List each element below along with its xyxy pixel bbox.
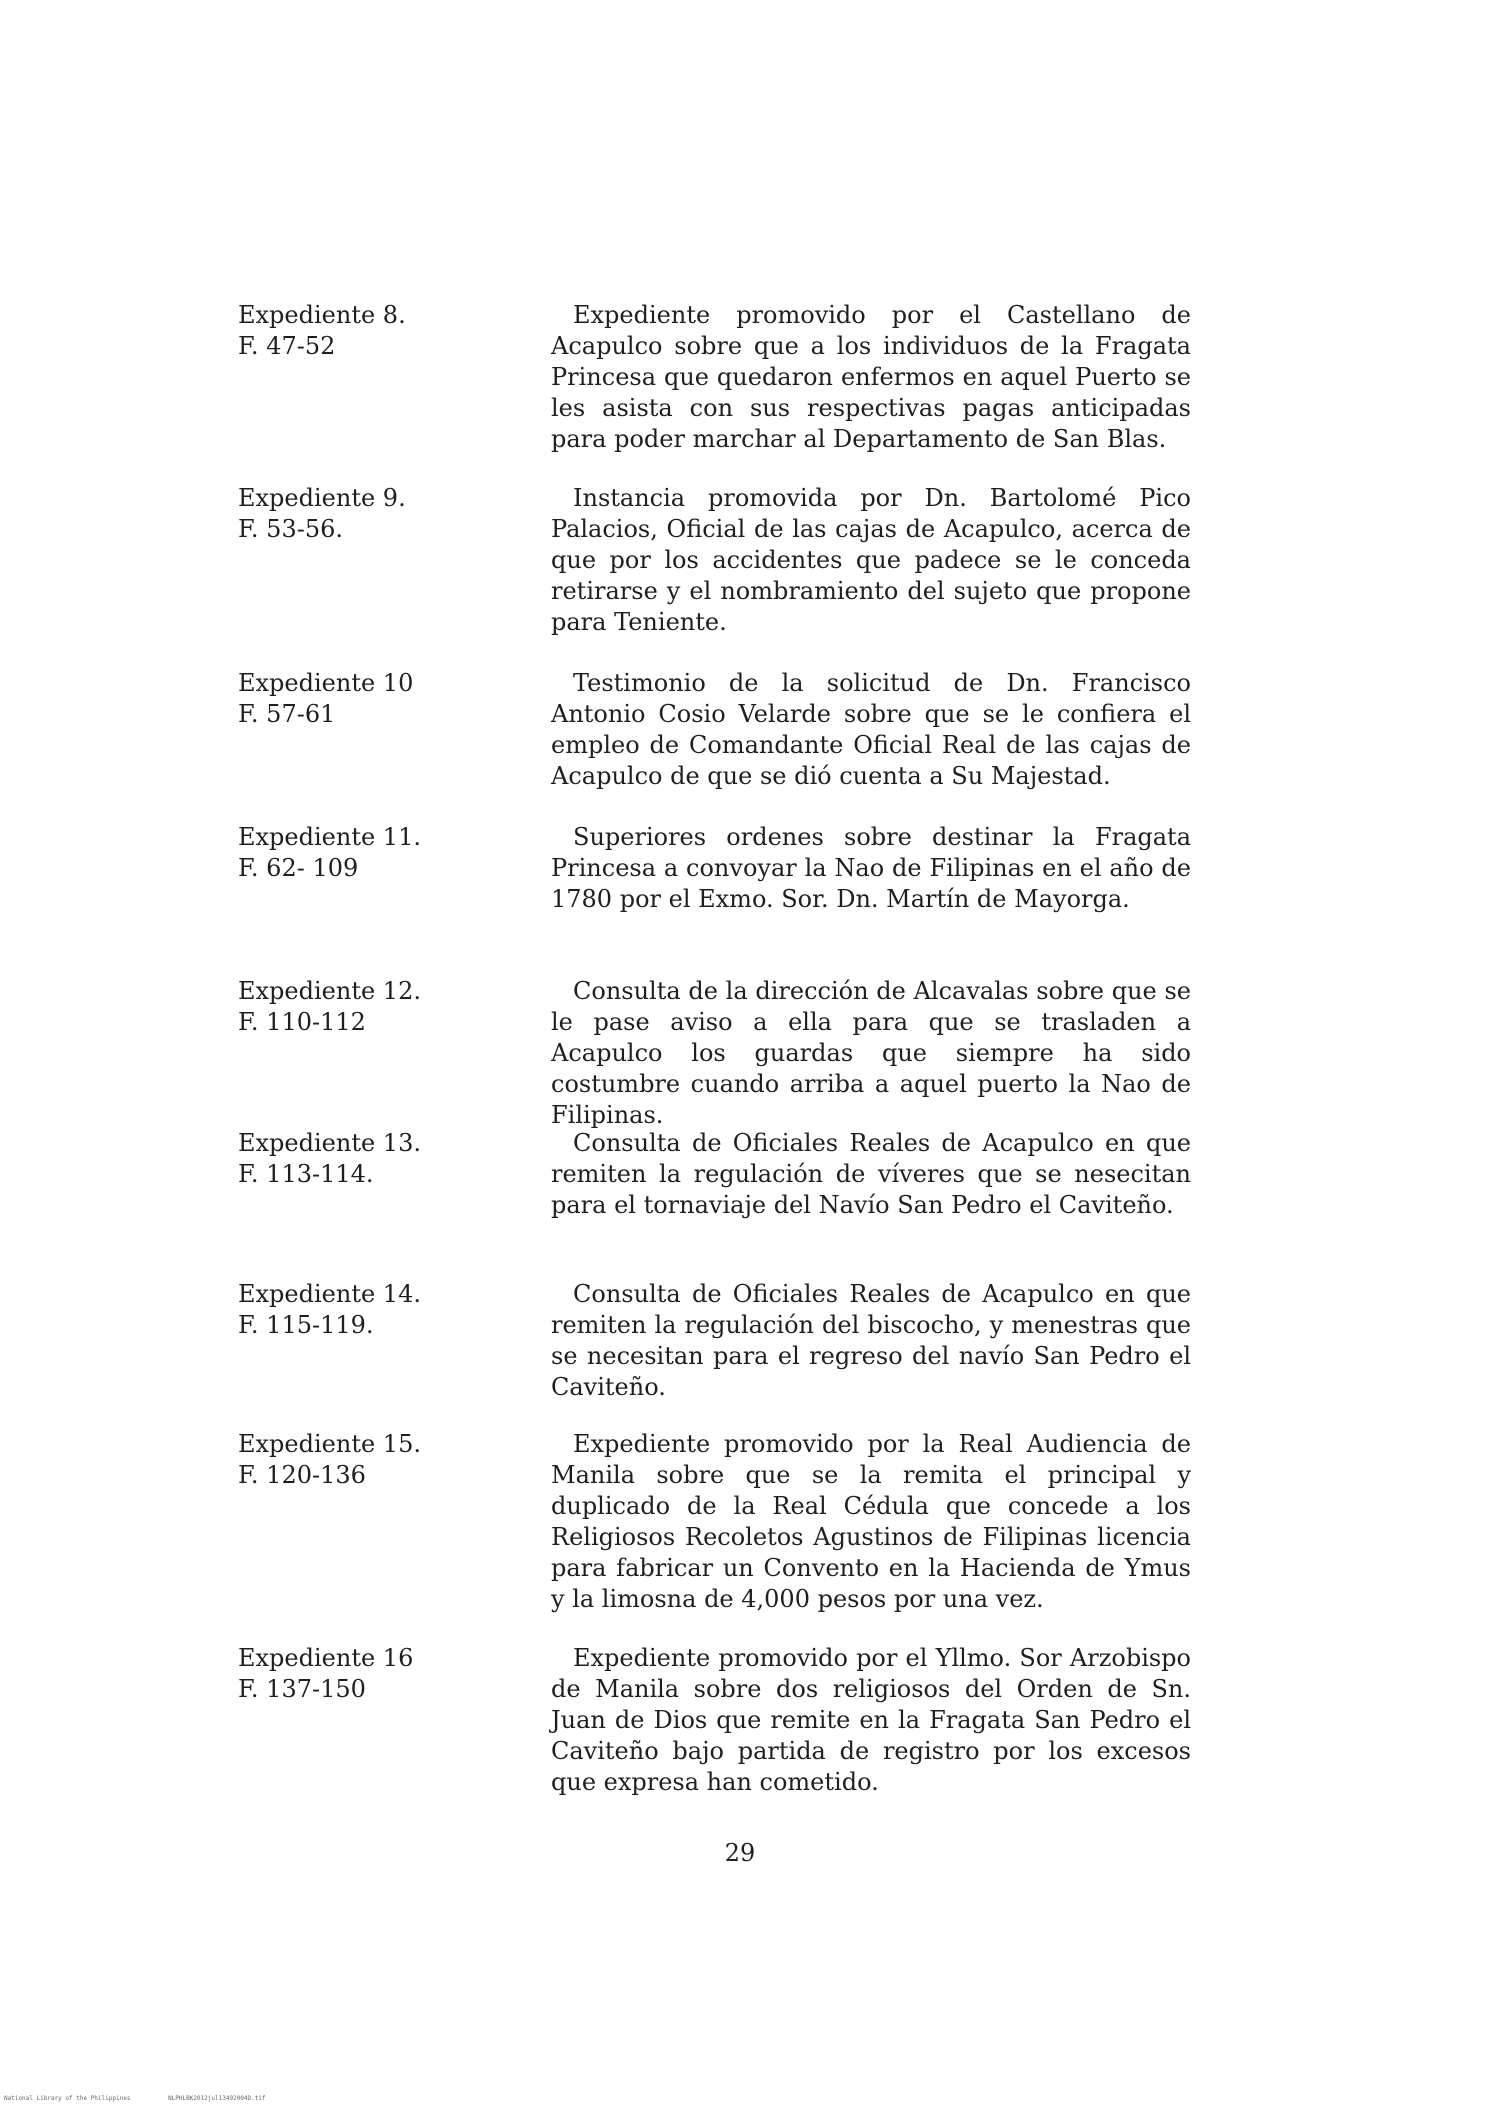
- expediente-reference: [238, 976, 478, 1038]
- expediente-description: Expediente promovido por la Real Audiencia de Manila sobre que se la remita el principal y duplicado de la Real Cédula que concede a los Religiosos Recoletos Agustinos de Filipinas licencia para fabricar un Convento en la Hacienda de Ymus y la limosna de 4,000 pesos por una vez.: [551, 1430, 1191, 1613]
- expediente-description: Consulta de Oficiales Reales de Acapulco en que remiten la regulación del biscocho, y menestras que se necesitan para el regreso del navío San Pedro el Caviteño.: [551, 1280, 1191, 1401]
- expediente-number: Expediente 9.: [238, 484, 406, 512]
- expediente-description: Expediente promovido por el Castellano de Acapulco sobre que a los individuos de la Fragata Princesa que quedaron enfermos en aquel Puerto se les asista con sus respectivas pagas anticipadas para poder marchar al Departamento de San Blas.: [551, 301, 1191, 453]
- scan-filename: NLPHLBK2012jul13492004D.tif: [168, 2095, 266, 2102]
- expediente-reference: [238, 1128, 478, 1190]
- expediente-number: Expediente 8.: [238, 301, 406, 329]
- folio-range: F. 113-114.: [238, 1160, 374, 1188]
- expediente-number: Expediente 13.: [238, 1129, 421, 1157]
- expediente-number: Expediente 11.: [238, 823, 421, 851]
- library-name: National Library of the Philippines: [4, 2095, 131, 2102]
- expediente-number: Expediente 10: [238, 669, 414, 697]
- expediente-number: Expediente 15.: [238, 1430, 421, 1458]
- expediente-number: Expediente 12.: [238, 977, 421, 1005]
- expediente-reference: [238, 1279, 478, 1341]
- expediente-reference: [238, 822, 478, 884]
- page-number: 29: [724, 1839, 756, 1867]
- scan-footer: [4, 2095, 266, 2103]
- folio-range: F. 53-56.: [238, 515, 343, 543]
- expediente-reference: [238, 1429, 478, 1491]
- expediente-number: Expediente 14.: [238, 1280, 421, 1308]
- folio-range: F. 115-119.: [238, 1311, 374, 1339]
- expediente-reference: [238, 483, 478, 545]
- folio-range: F. 62- 109: [238, 854, 359, 882]
- folio-range: F. 57-61: [238, 700, 336, 728]
- folio-range: F. 120-136: [238, 1461, 366, 1489]
- expediente-description: Expediente promovido por el Yllmo. Sor Arzobispo de Manila sobre dos religiosos del Orden de Sn. Juan de Dios que remite en la Fragata San Pedro el Caviteño bajo partida de registro por los excesos que expresa han cometido.: [551, 1644, 1191, 1796]
- expediente-reference: [238, 668, 478, 730]
- expediente-description: Consulta de la dirección de Alcavalas sobre que se le pase aviso a ella para que se trasladen a Acapulco los guardas que siempre ha sido costumbre cuando arriba a aquel puerto la Nao de Filipinas.: [551, 977, 1191, 1129]
- expediente-reference: [238, 1643, 478, 1705]
- folio-range: F. 137-150: [238, 1675, 366, 1703]
- folio-range: F. 110-112: [238, 1008, 366, 1036]
- expediente-description: Consulta de Oficiales Reales de Acapulco en que remiten la regulación de víveres que se nesecitan para el tornaviaje del Navío San Pedro el Caviteño.: [551, 1129, 1191, 1219]
- expediente-description: Superiores ordenes sobre destinar la Fragata Princesa a convoyar la Nao de Filipinas en el año de 1780 por el Exmo. Sor. Dn. Martín de Mayorga.: [551, 823, 1191, 913]
- expediente-description: Testimonio de la solicitud de Dn. Francisco Antonio Cosio Velarde sobre que se le confiera el empleo de Comandante Oficial Real de las cajas de Acapulco de que se dió cuenta a Su Majestad.: [551, 669, 1191, 790]
- expediente-number: Expediente 16: [238, 1644, 414, 1672]
- folio-range: F. 47-52: [238, 332, 336, 360]
- expediente-description: Instancia promovida por Dn. Bartolomé Pico Palacios, Oficial de las cajas de Acapulco, acerca de que por los accidentes que padece se le conceda retirarse y el nombramiento del sujeto que propone para Teniente.: [551, 484, 1191, 636]
- expediente-reference: [238, 300, 478, 362]
